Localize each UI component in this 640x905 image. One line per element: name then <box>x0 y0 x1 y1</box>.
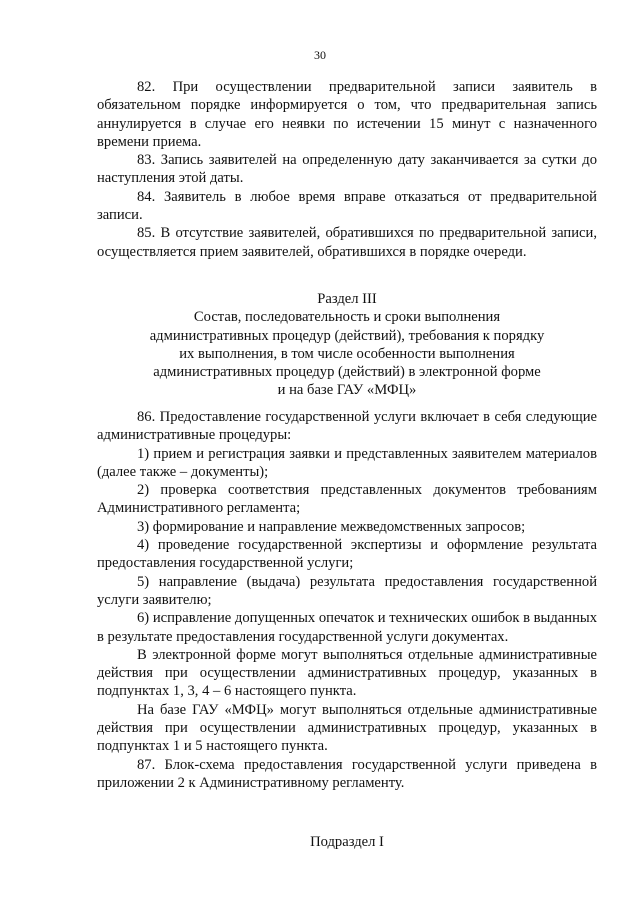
paragraph-86: 86. Предоставление государственной услуги включает в себя следующие административные процедуры: <box>97 409 597 444</box>
paragraph-85: 85. В отсутствие заявителей, обратившихся по предварительной записи, осуществляется прием заявителей, обратившихся в порядке очереди. <box>97 225 597 260</box>
list-item-5: 5) направление (выдача) результата предоставления государственной услуги заявителю; <box>97 573 597 608</box>
mfc-note: На базе ГАУ «МФЦ» могут выполняться отдельные административные действия при осуществлении административных процедур, указанных в подпунктах 1 и 5 настоящего пункта. <box>97 701 597 755</box>
section-subtitle-line: и на базе ГАУ «МФЦ» <box>277 382 417 399</box>
top-paragraphs <box>97 78 597 261</box>
section-heading <box>97 290 597 400</box>
section-subtitle-line: административных процедур (действий) в электронной форме <box>153 364 541 381</box>
paragraph-82: 82. При осуществлении предварительной записи заявитель в обязательном порядке информируется о том, что предварительная запись аннулируется в случае его неявки по истечении 15 минут с назначенного времени приема. <box>97 79 597 150</box>
page-number: 30 <box>314 48 326 62</box>
paragraph-87: 87. Блок-схема предоставления государственной услуги приведена в приложении 2 к Административному регламенту. <box>97 756 597 791</box>
body-paragraphs <box>97 408 597 792</box>
section-subtitle-line: Состав, последовательность и сроки выполнения <box>193 309 501 326</box>
list-item-2: 2) проверка соответствия представленных документов требованиям Административного регламента; <box>97 482 597 517</box>
list-item-6: 6) исправление допущенных опечаток и технических ошибок в выданных в результате предоставления государственной услуги документах. <box>97 610 597 645</box>
list-item-4: 4) проведение государственной экспертизы и оформление результата предоставления государственной услуги; <box>97 537 597 572</box>
section-subtitle-line: их выполнения, в том числе особенности выполнения <box>179 345 515 362</box>
electronic-form-note: В электронной форме могут выполняться отдельные административные действия при осуществлении административных процедур, указанных в подпунктах 1, 3, 4 – 6 настоящего пункта. <box>97 646 597 700</box>
paragraph-83: 83. Запись заявителей на определенную дату заканчивается за сутки до наступления этой даты. <box>97 152 597 187</box>
section-title: Раздел III <box>317 291 377 307</box>
subsection-title: Подраздел I <box>310 834 384 850</box>
paragraph-84: 84. Заявитель в любое время вправе отказаться от предварительной записи. <box>97 188 597 224</box>
list-item-1: 1) прием и регистрация заявки и представленных заявителем материалов (далее также – документы); <box>97 445 597 480</box>
list-item-3: 3) формирование и направление межведомственных запросов; <box>137 518 526 535</box>
section-subtitle-line: административных процедур (действий), требования к порядку <box>149 327 545 344</box>
